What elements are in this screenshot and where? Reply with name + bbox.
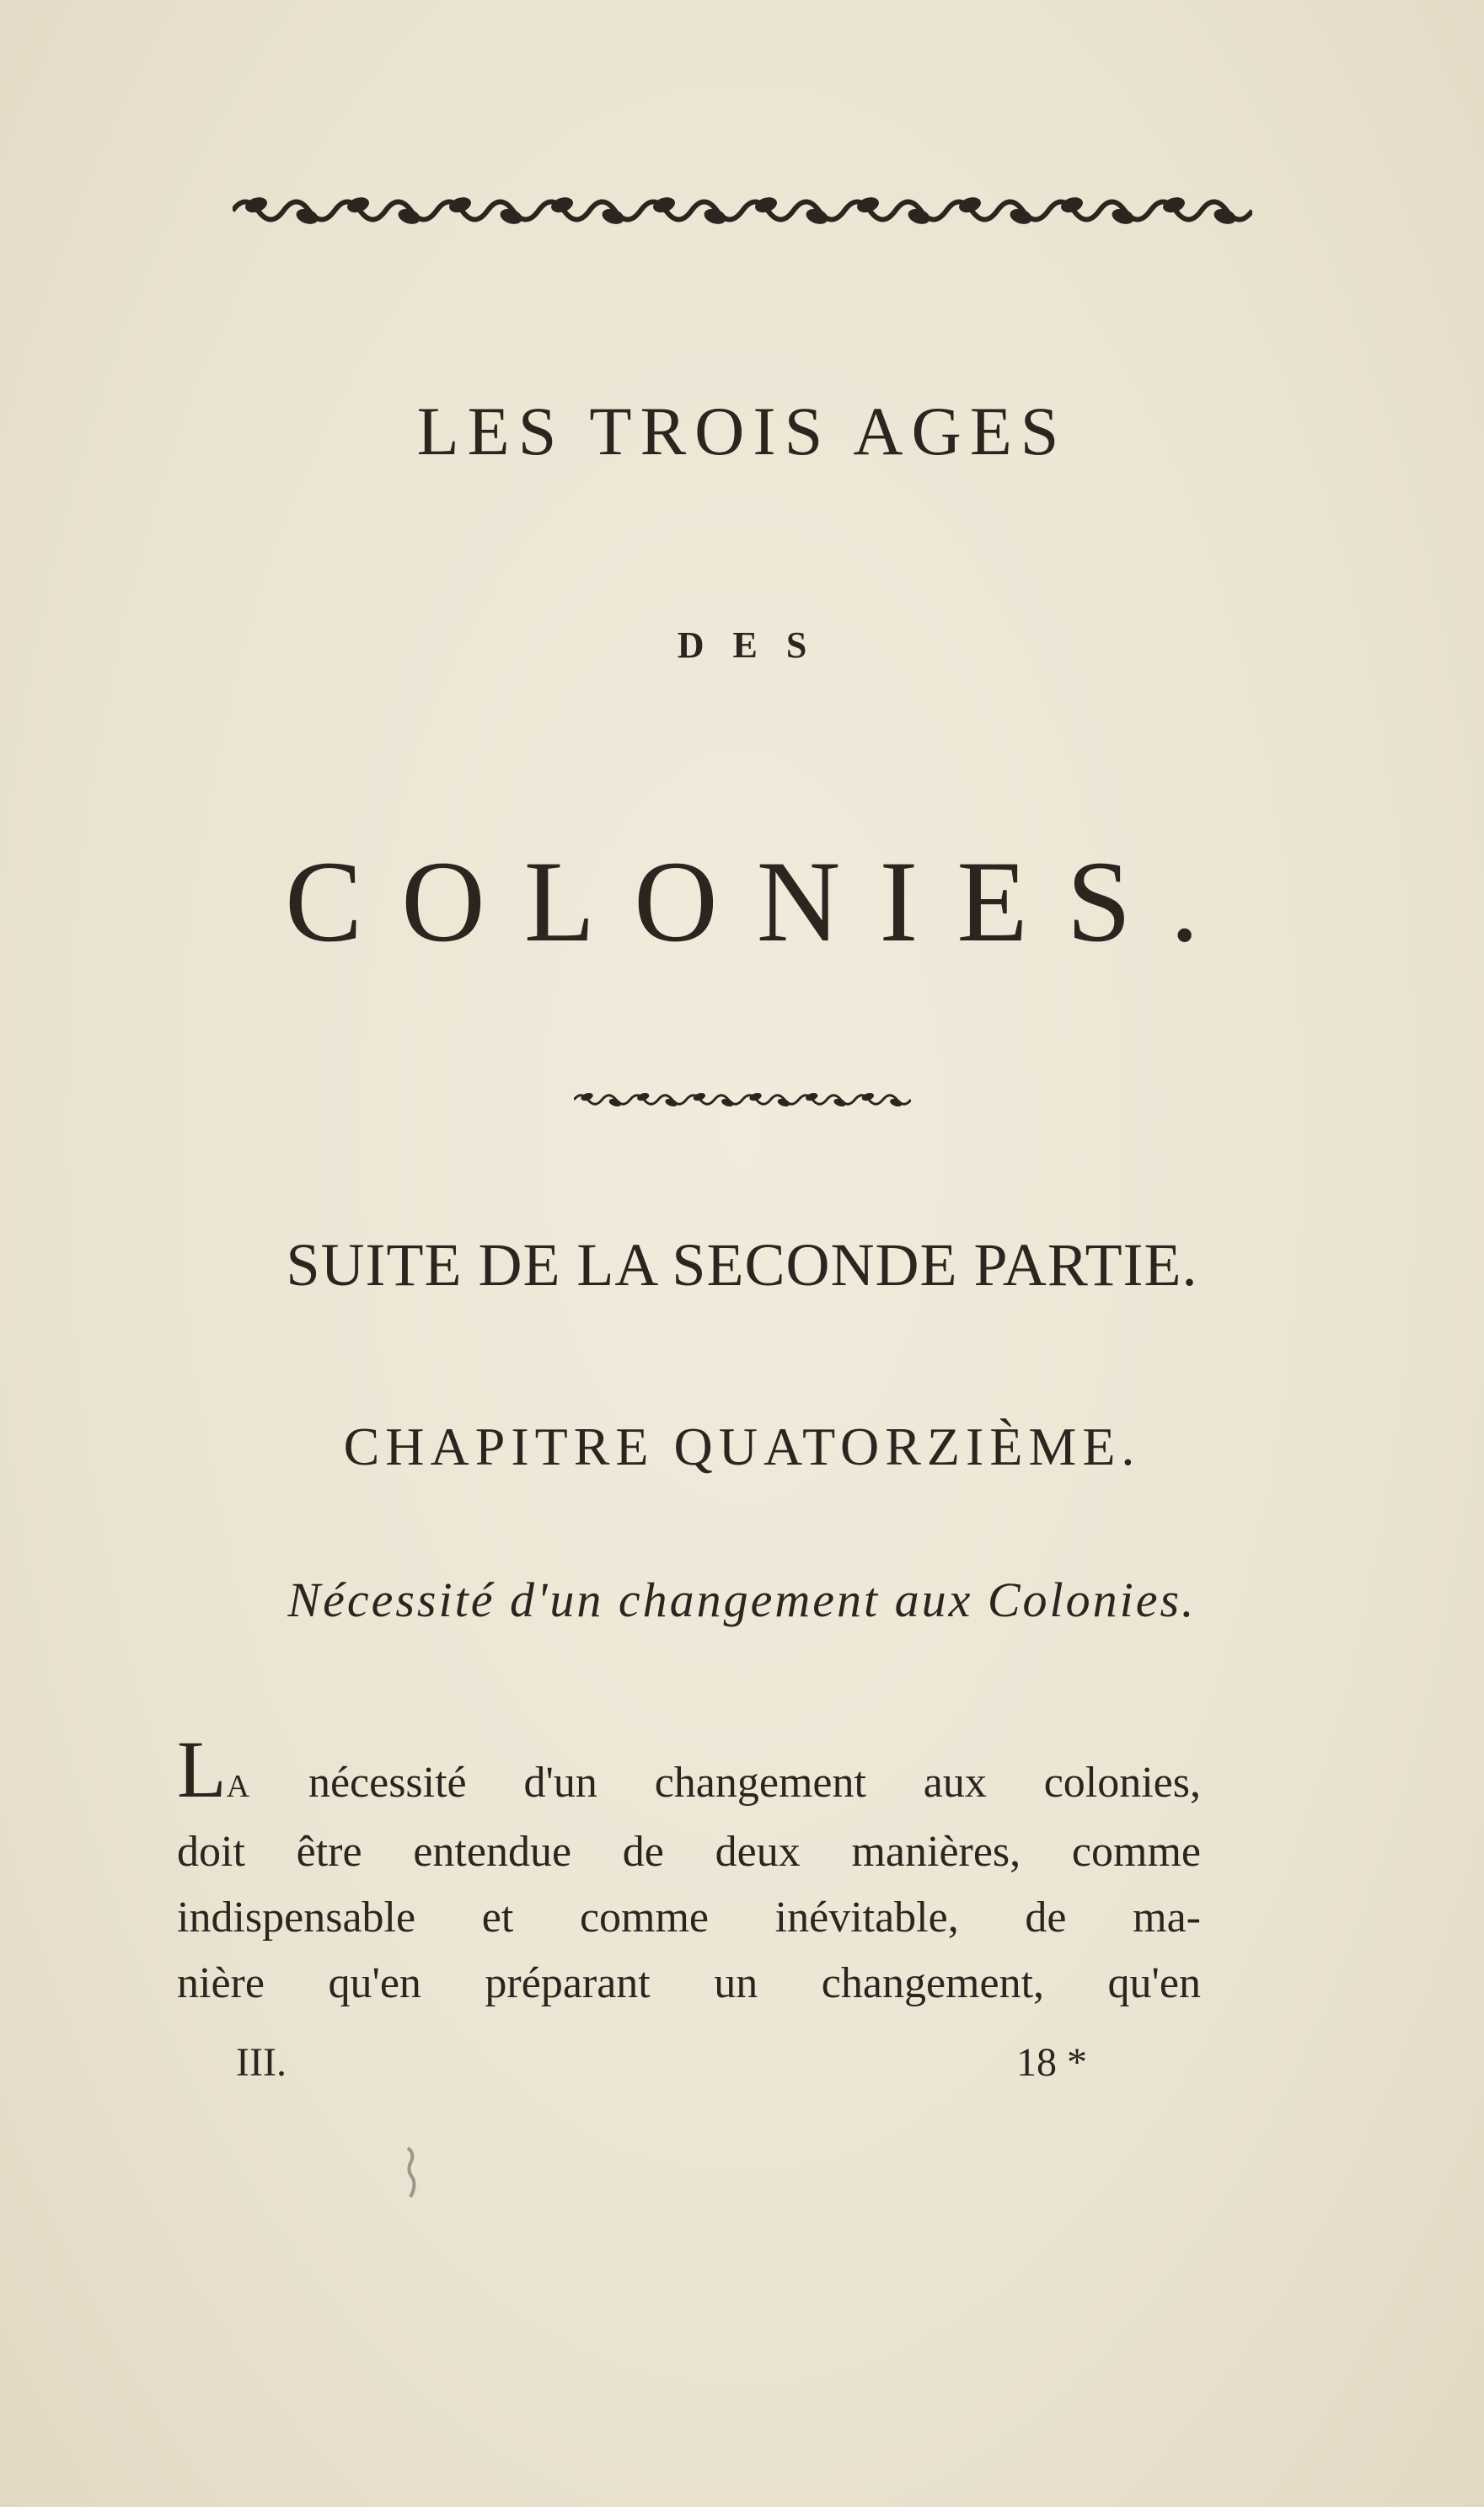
body-line-1-text: nécessité d'un changement aux colonies, bbox=[308, 1759, 1201, 1807]
chapter-heading: CHAPITRE QUATORZIÈME. bbox=[343, 1417, 1141, 1476]
middle-vine-ornament-icon bbox=[574, 1087, 911, 1112]
body-line-2: doit être entendue de deux manières, comme bbox=[177, 1828, 1201, 1876]
chapter-subtitle: Nécessité d'un changement aux Colonies. bbox=[287, 1572, 1197, 1627]
page-footer bbox=[236, 2039, 1087, 2086]
body-line-3: indispensable et comme inévitable, de ma- bbox=[177, 1894, 1201, 1942]
body-text bbox=[177, 1724, 1201, 2017]
title-line-1: LES TROIS AGES bbox=[416, 393, 1068, 469]
drop-cap: L bbox=[177, 1724, 227, 1814]
ink-smudge-icon bbox=[403, 2145, 420, 2204]
part-heading: SUITE DE LA SECONDE PARTIE. bbox=[286, 1231, 1198, 1299]
signature-mark: 18 * bbox=[1016, 2040, 1087, 2085]
title-line-2: DES bbox=[677, 624, 836, 666]
top-vine-ornament-icon bbox=[233, 185, 1252, 236]
first-word-rest: A bbox=[226, 1769, 252, 1804]
volume-number: III. bbox=[236, 2040, 287, 2085]
body-line-1 bbox=[177, 1724, 1201, 1819]
title-line-3: COLONIES. bbox=[285, 837, 1238, 966]
body-line-4: nière qu'en préparant un changement, qu'en bbox=[177, 1959, 1201, 2007]
